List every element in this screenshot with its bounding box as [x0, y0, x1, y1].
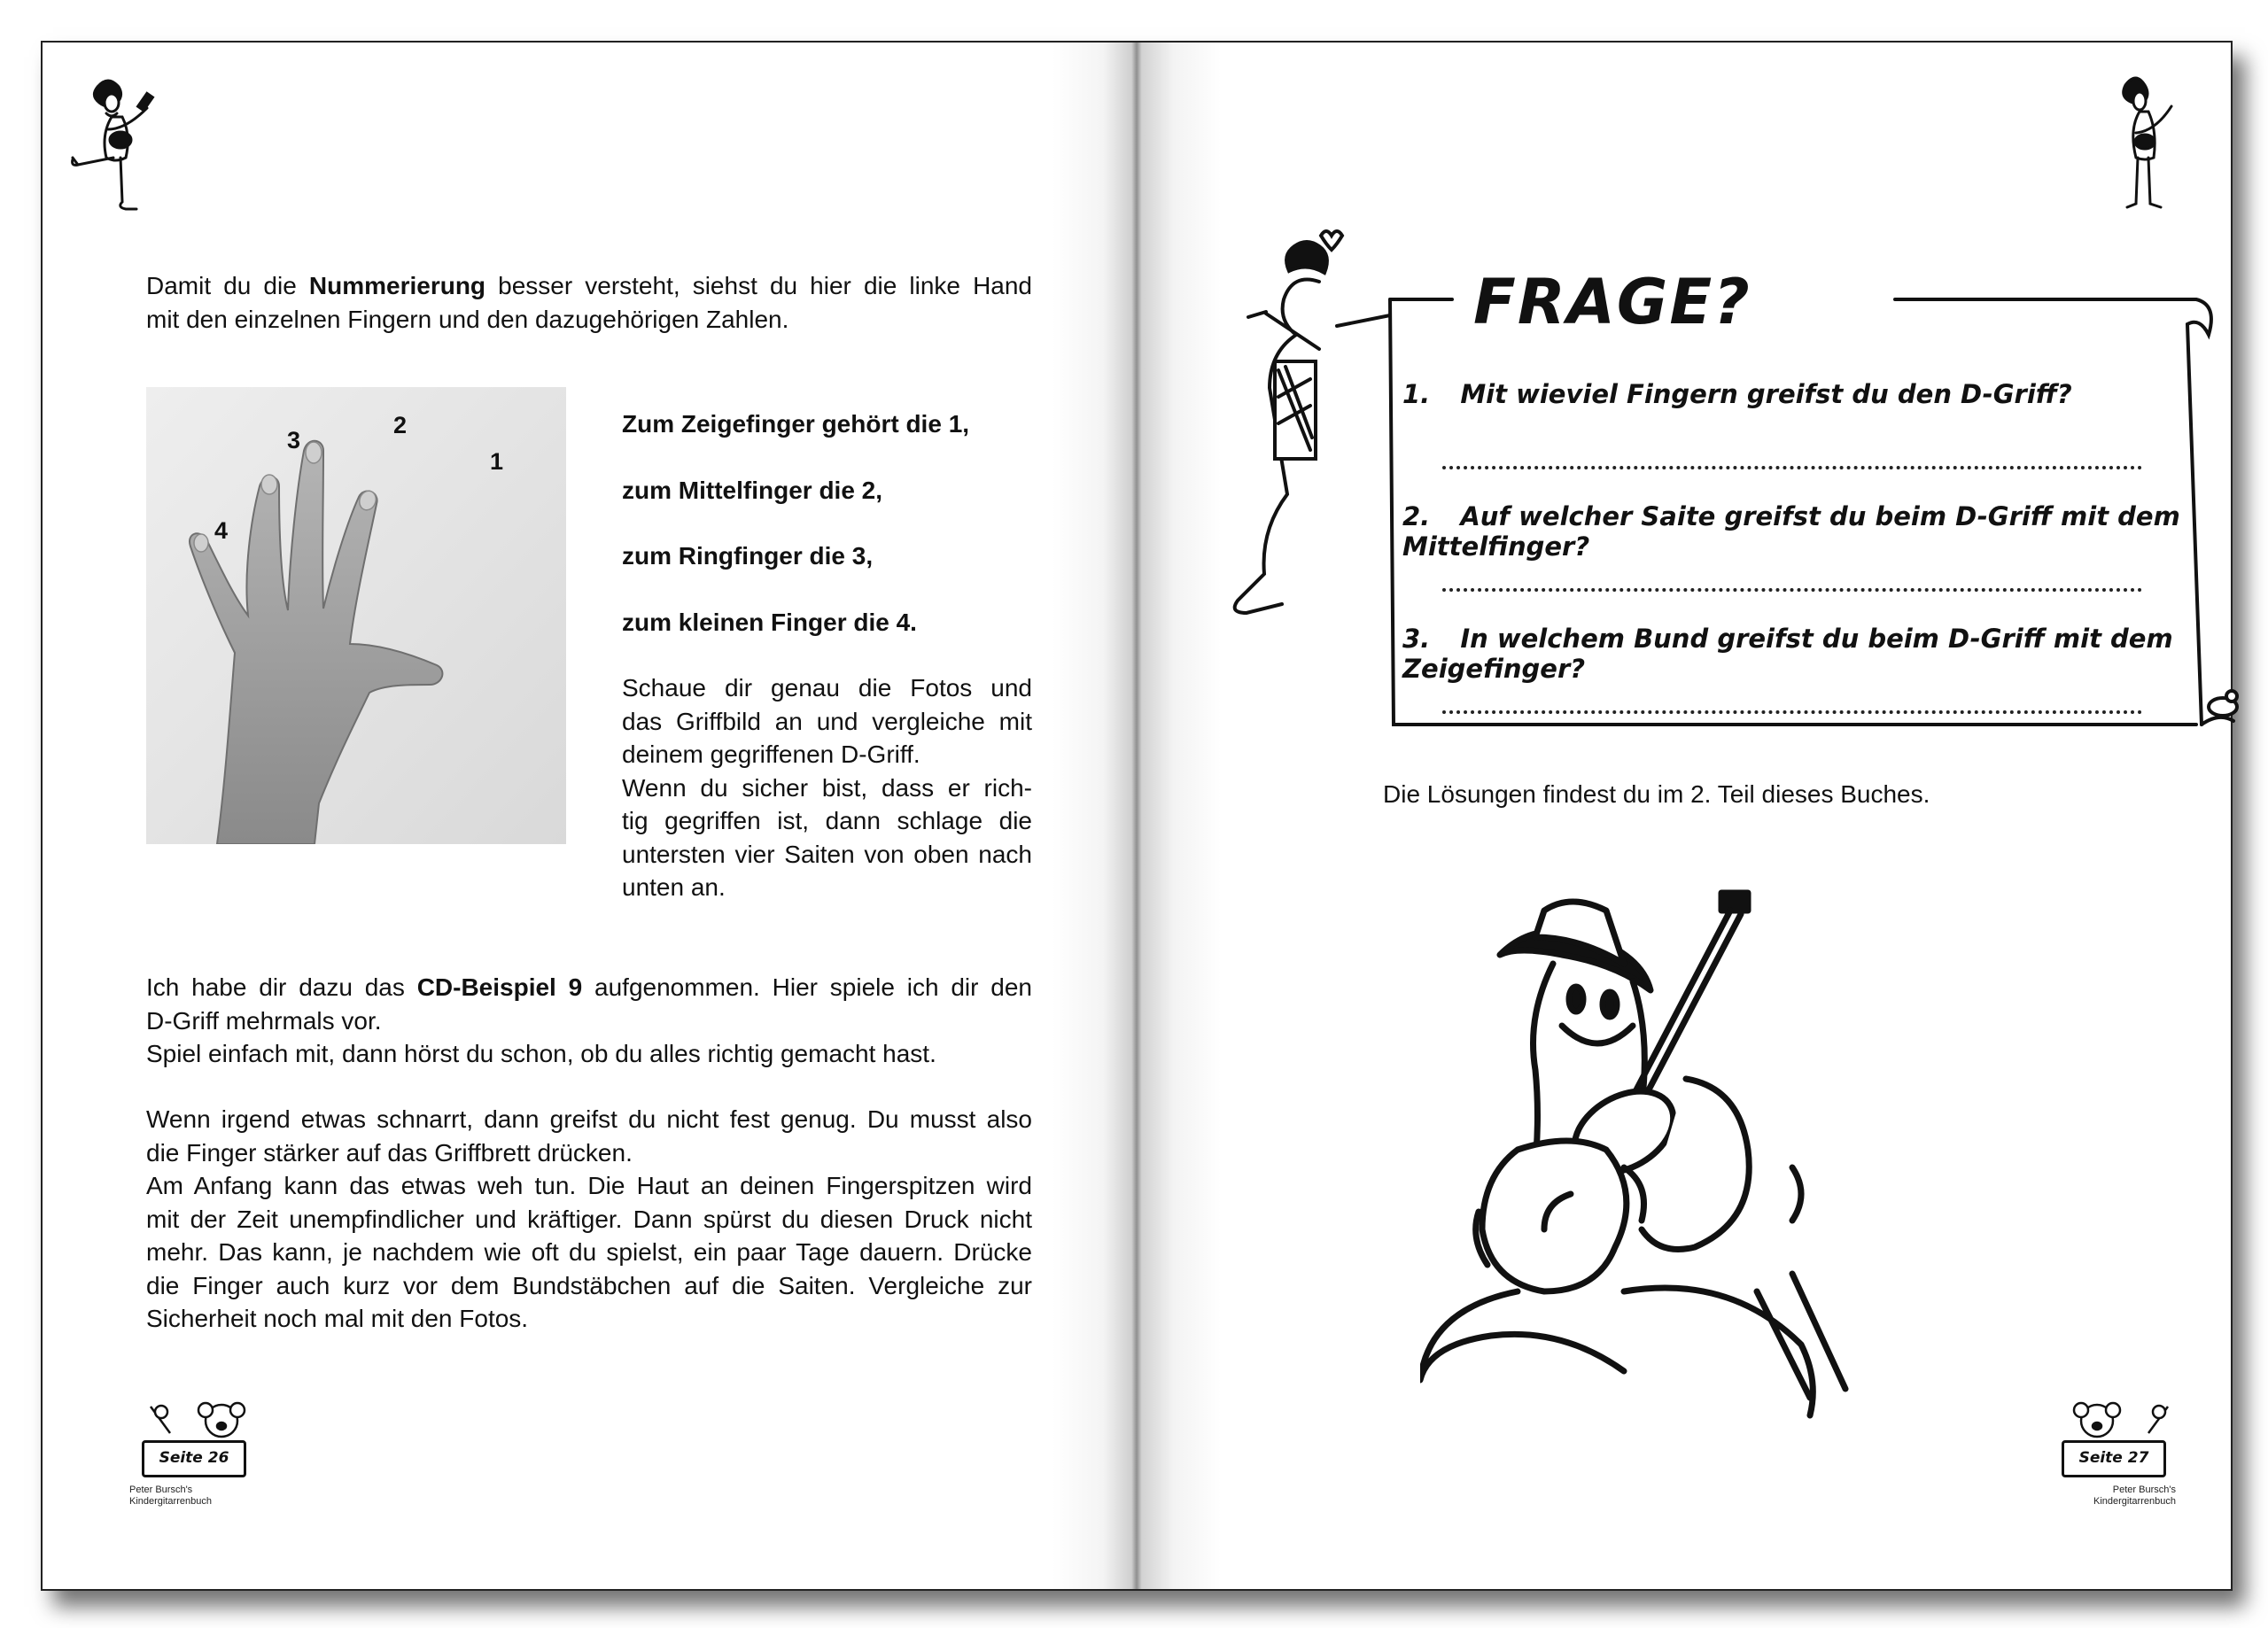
finger-number-1: 1: [490, 448, 504, 475]
instructions-line: untersten vier Saiten von oben nach: [622, 840, 1032, 868]
page-number-tag: Seite 26: [142, 1440, 246, 1477]
question-1: [1402, 379, 2072, 409]
cd-text-post: aufgenommen. Hier spiele ich dir den: [582, 973, 1032, 1001]
instructions-line: tig gegriffen ist, dann schlage die: [622, 807, 1032, 834]
guitarist-cartoon-kicking: [67, 67, 174, 236]
cd-paragraph: [146, 971, 1032, 1071]
open-book: [41, 41, 2233, 1591]
advice-paragraph: [146, 1103, 1032, 1336]
advice-line: mit der Zeit unempfindlicher und kräftiger. Dann spürst du diesen Druck nicht: [146, 1205, 1032, 1233]
solution-note: Die Lösungen findest du im 2. Teil dieses Buches.: [1383, 780, 1930, 808]
advice-line: die Finger stärker auf das Griffbrett drücken.: [146, 1138, 633, 1167]
advice-line: die Finger auch kurz vor dem Bundstäbchen auf die Saiten. Vergleiche zur: [146, 1271, 1032, 1299]
intro-line-2: mit den einzelnen Fingern und den dazugehörigen Zahlen.: [146, 305, 789, 333]
finger-number-3: 3: [287, 427, 301, 454]
question-text: Mit wieviel Fingern greifst du den D-Griff?: [1460, 379, 2072, 409]
question-2: [1402, 501, 2231, 562]
footer-book-title: Kindergitarrenbuch: [129, 1496, 212, 1507]
question-number: 2.: [1402, 501, 1431, 531]
finger-line-little: zum kleinen Finger die 4.: [622, 609, 917, 636]
instructions-line: das Griffbild an und vergleiche mit: [622, 707, 1032, 735]
question-text: In welchem Bund greifst du beim D-Griff mit dem Zeigefinger?: [1402, 624, 2173, 684]
cd-text-pre: Ich habe dir dazu das: [146, 973, 417, 1001]
instructions-line: Schaue dir genau die Fotos und: [622, 674, 1032, 702]
answer-line-2: [1442, 588, 2142, 592]
finger-line-middle: zum Mittelfinger die 2,: [622, 477, 883, 504]
question-number: 1.: [1402, 379, 1431, 409]
cd-text-bold: CD-Beispiel 9: [416, 973, 583, 1001]
finger-number-2: 2: [393, 412, 408, 438]
question-3: [1402, 624, 2231, 684]
finger-line-index: Zum Zeigefinger gehört die 1,: [622, 410, 970, 438]
advice-line: Wenn irgend etwas schnarrt, dann greifst du nicht fest genug. Du musst also: [146, 1105, 1032, 1133]
intro-text-post: besser versteht, siehst du hier die linke Hand: [485, 272, 1033, 299]
intro-text-bold: Nummerierung: [308, 272, 486, 299]
page-number-logo: [142, 1398, 266, 1477]
cd-line-3: Spiel einfach mit, dann hörst du schon, ob du alles richtig gemacht hast.: [146, 1040, 936, 1067]
right-page: [1137, 43, 2231, 1589]
frage-title: FRAGE?: [1473, 266, 1751, 338]
advice-line: Am Anfang kann das etwas weh tun. Die Haut an deinen Fingerspitzen wird: [146, 1172, 1032, 1199]
page-number-logo: [2062, 1398, 2186, 1477]
intro-line-1: [146, 269, 1032, 303]
guitarist-cartoon-standing: [2120, 67, 2191, 236]
cd-line-2: D-Griff mehrmals vor.: [146, 1006, 382, 1035]
finger-line-ring: zum Ringfinger die 3,: [622, 542, 874, 570]
page-number-tag: Seite 27: [2062, 1440, 2166, 1477]
instructions-line: unten an.: [622, 873, 726, 901]
left-page: [43, 43, 1137, 1589]
footer-credit: [129, 1485, 212, 1508]
finger-number-4: 4: [214, 517, 229, 544]
footer-credit: [2093, 1485, 2176, 1508]
cd-line-1: [146, 971, 1032, 1004]
question-number: 3.: [1402, 624, 1431, 654]
advice-line: Sicherheit noch mal mit den Fotos.: [146, 1305, 529, 1332]
advice-line: mehr. Das kann, je nachdem wie oft du spielst, ein paar Tage dauern. Drücke: [146, 1238, 1032, 1266]
answer-line-1: [1442, 466, 2142, 469]
finger-guitarist-cartoon: [1420, 875, 1916, 1442]
question-text: Auf welcher Saite greifst du beim D-Griff mit dem Mittelfinger?: [1402, 501, 2180, 562]
footer-book-title: Kindergitarrenbuch: [2093, 1496, 2176, 1507]
instructions-paragraph: [622, 671, 1032, 904]
intro-text-pre: Damit du die: [146, 272, 309, 299]
instructions-line: deinem gegriffenen D-Griff.: [622, 740, 920, 768]
answer-line-3: [1442, 710, 2142, 714]
intro-paragraph: [146, 269, 1032, 336]
footer-author: Peter Bursch's: [129, 1485, 193, 1495]
instructions-line: Wenn du sicher bist, dass er rich-: [622, 773, 1032, 802]
footer-author: Peter Bursch's: [2112, 1485, 2176, 1495]
